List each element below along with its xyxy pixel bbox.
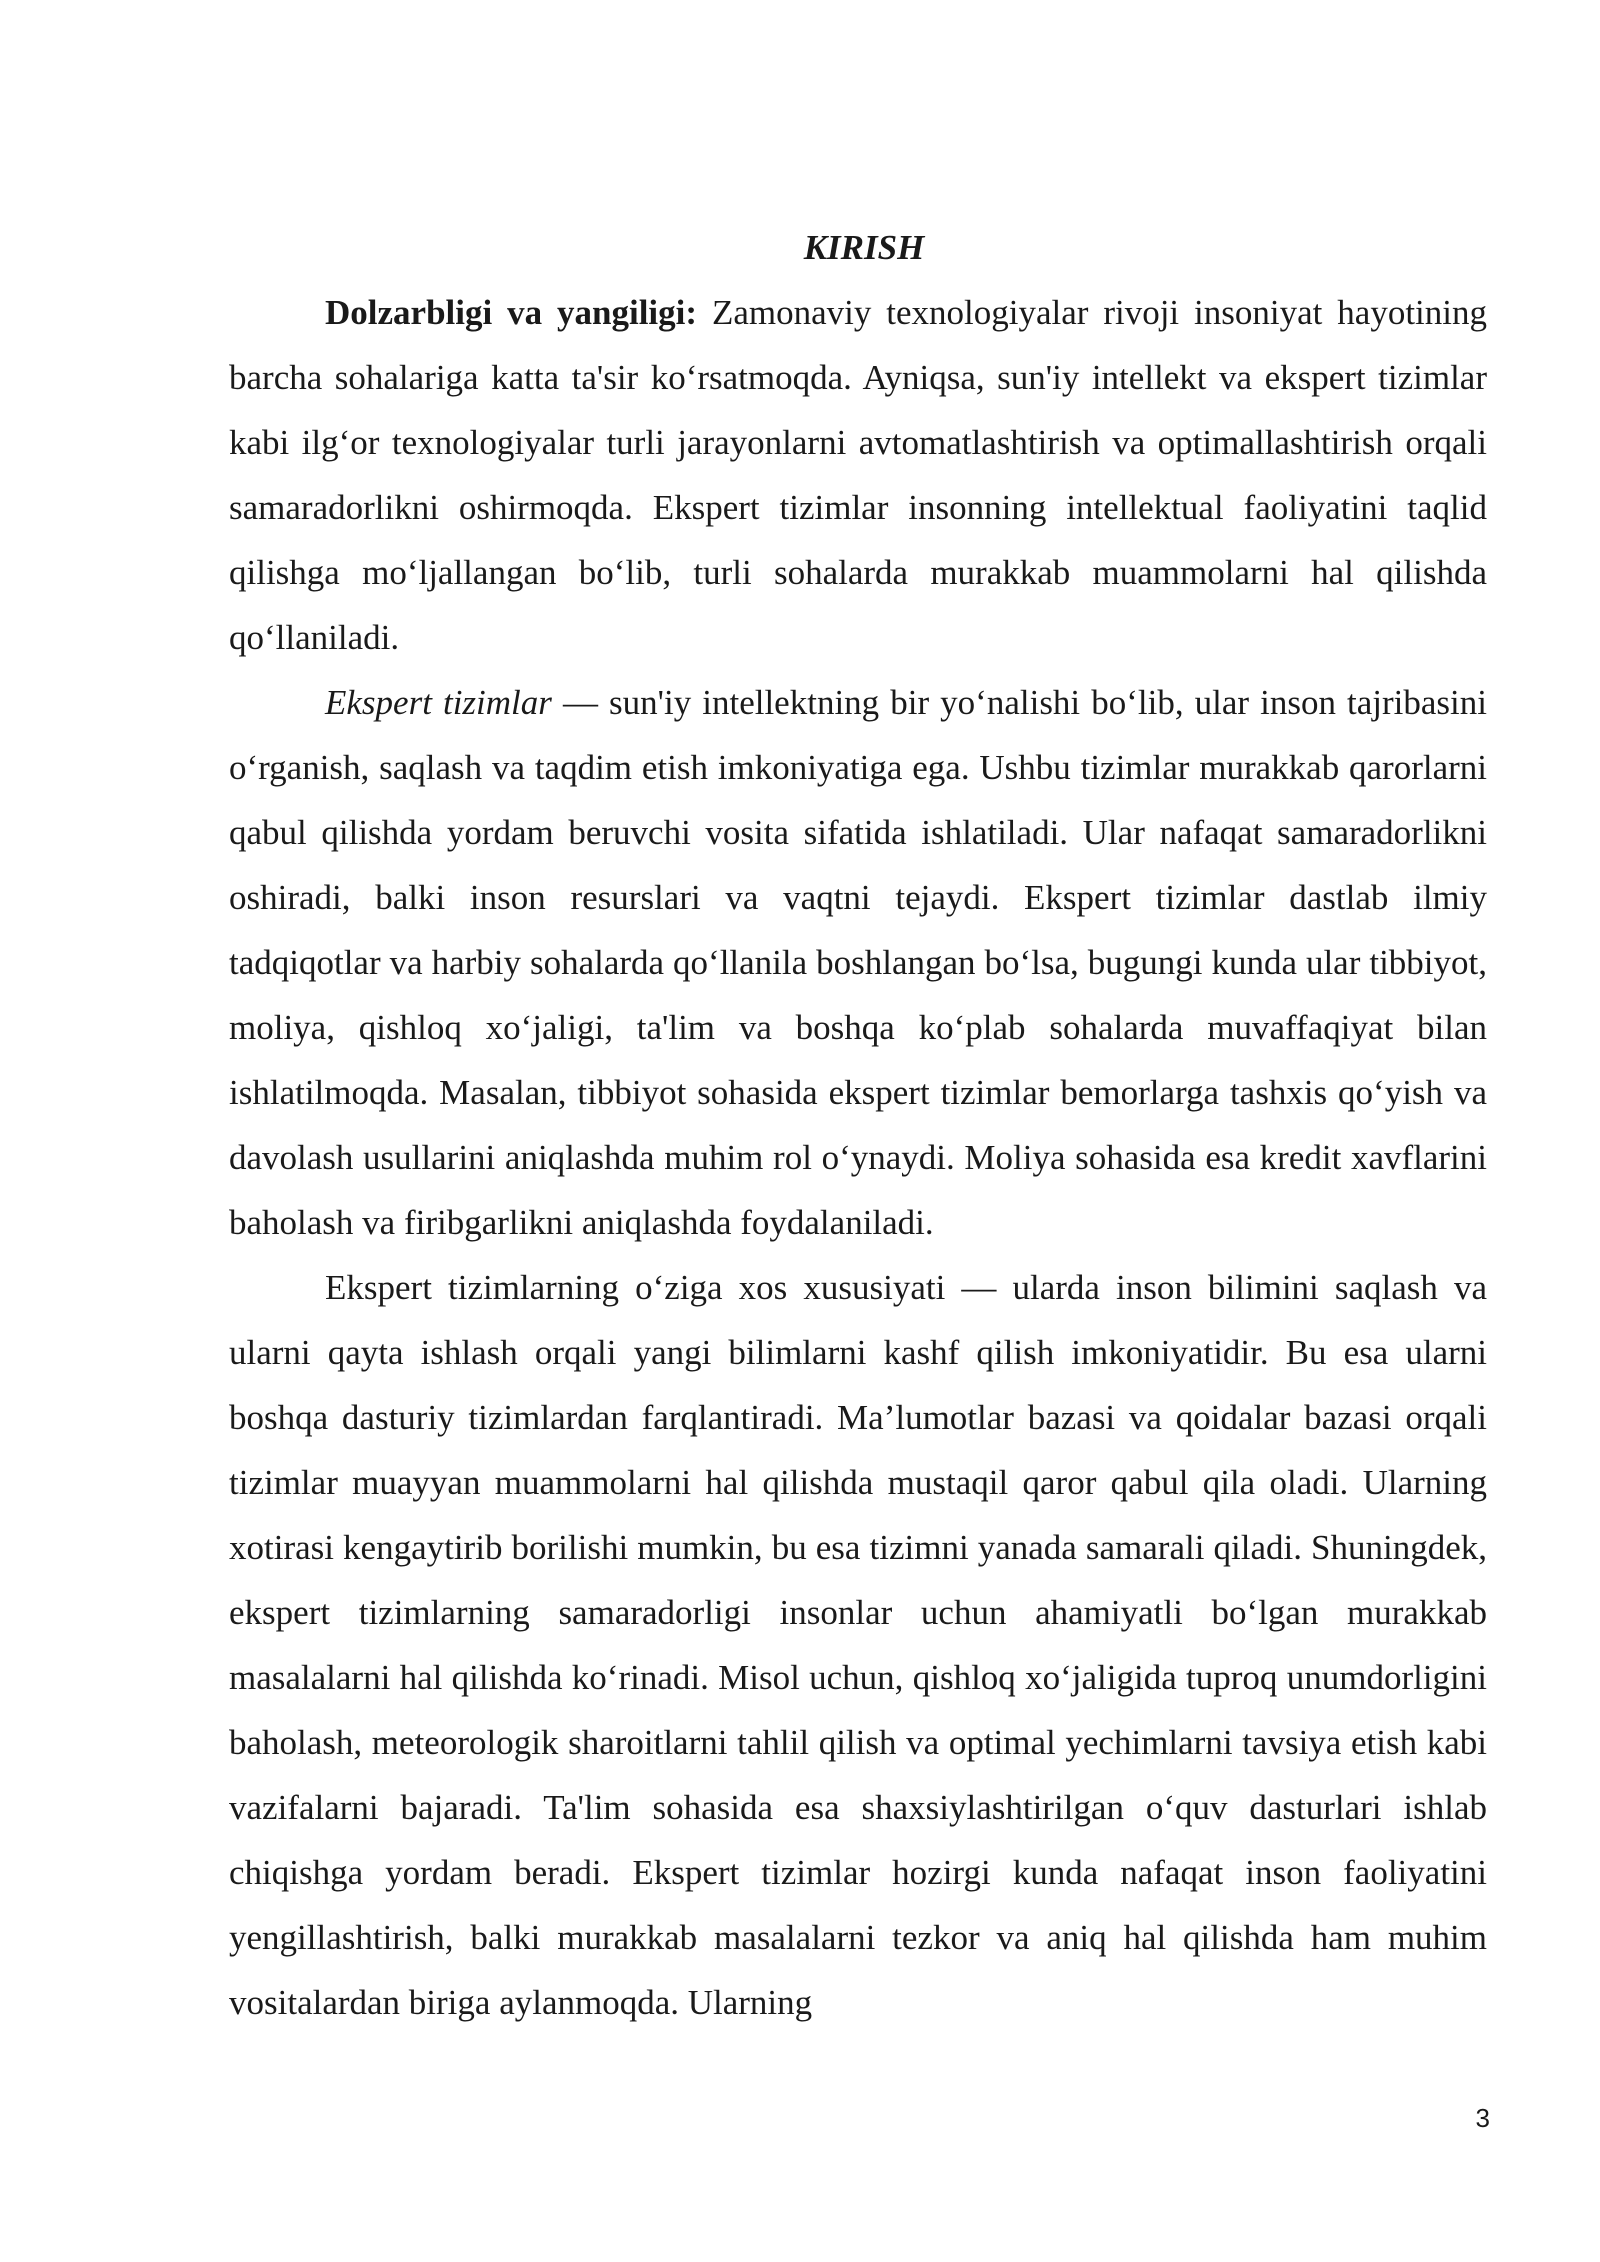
paragraph-text: Zamonaviy texnologiyalar rivoji insoniyat hayotining barcha sohalariga katta ta'sir ko‘rsatmoqda. Ayniqsa, sun'iy intellekt va ekspert tizimlar kabi ilg‘or texnologiyalar turli jarayonlarni avtomatlashtirish va optimallashtirish orqali samaradorlikni oshirmoqda. Ekspert tizimlar insonning intellektual faoliyatini taqlid qilishga mo‘ljallangan bo‘lib, turli sohalarda murakkab muammolarni hal qilishda qo‘llaniladi. [229, 293, 1487, 657]
section-heading: KIRISH [803, 228, 925, 267]
paragraph-lead-bold: Dolzarbligi va yangiligi: [325, 293, 698, 332]
page-number: 3 [1475, 2103, 1490, 2133]
paragraph-text: Ekspert tizimlarning o‘ziga xos xususiyati — ularda inson bilimini saqlash va ularni qayta ishlash orqali yangi bilimlarni kashf qilish imkoniyatidir. Bu esa ularni boshqa dasturiy tizimlardan farqlantiradi. Ma’lumotlar bazasi va qoidalar bazasi orqali tizimlar muayyan muammolarni hal qilishda mustaqil qaror qabul qila oladi. Ularning xotirasi kengaytirib borilishi mumkin, bu esa tizimni yanada samarali qiladi. Shuningdek, ekspert tizimlarning samaradorligi insonlar uchun ahamiyatli bo‘lgan murakkab masalalarni hal qilishda ko‘rinadi. Misol uchun, qishloq xo‘jaligida tuproq unumdorligini baholash, meteorologik sharoitlarni tahlil qilish va optimal yechimlarni tavsiya etish kabi vazifalarni bajaradi. Ta'lim sohasida esa shaxsiylashtirilgan o‘quv dasturlari ishlab chiqishga yordam beradi. Ekspert tizimlar hozirgi kunda nafaqat inson faoliyatini yengillashtirish, balki murakkab masalalarni tezkor va aniq hal qilishda ham muhim vositalardan biriga aylanmoqda. Ularning [229, 1268, 1487, 2022]
paragraph-text: — sun'iy intellektning bir yo‘nalishi bo‘lib, ular inson tajribasini o‘rganish, saqlash va taqdim etish imkoniyatiga ega. Ushbu tizimlar murakkab qarorlarni qabul qilishda yordam beruvchi vosita sifatida ishlatiladi. Ular nafaqat samaradorlikni oshiradi, balki inson resurslari va vaqtni tejaydi. Ekspert tizimlar dastlab ilmiy tadqiqotlar va harbiy sohalarda qo‘llanila boshlangan bo‘lsa, bugungi kunda ular tibbiyot, moliya, qishloq xo‘jaligi, ta'lim va boshqa ko‘plab sohalarda muvaffaqiyat bilan ishlatilmoqda. Masalan, tibbiyot sohasida ekspert tizimlar bemorlarga tashxis qo‘yish va davolash usullarini aniqlashda muhim rol o‘ynaydi. Moliya sohasida esa kredit xavflarini baholash va firibgarlikni aniqlashda foydalaniladi. [229, 683, 1488, 1242]
page-body [229, 215, 1487, 2035]
paragraph-relevance [229, 280, 1487, 670]
paragraph-lead-italic: Ekspert tizimlar [325, 683, 552, 722]
paragraph-expert-systems [229, 670, 1487, 1255]
paragraph-features [229, 1255, 1487, 2035]
